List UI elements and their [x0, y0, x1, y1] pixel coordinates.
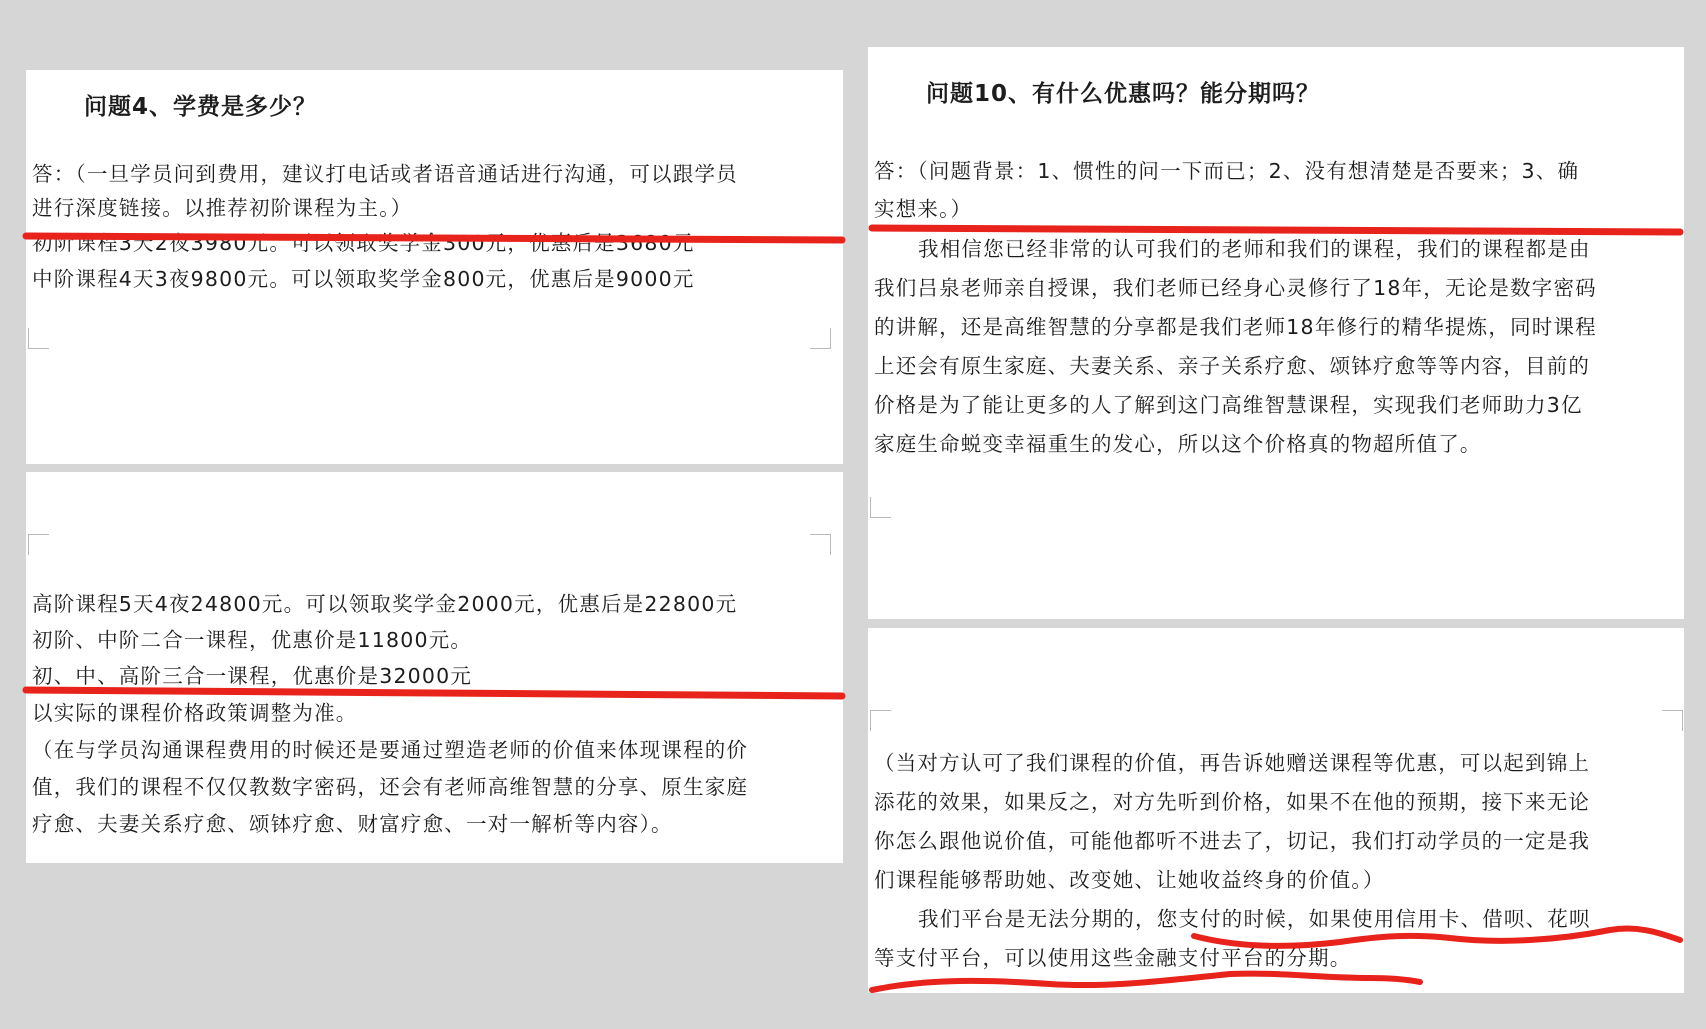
q4-note-line: 值，我们的课程不仅仅教数字密码，还会有老师高维智慧的分享、原生家庭: [32, 775, 749, 799]
q4-title: 问题4、学费是多少？: [84, 94, 318, 120]
page-crop-mark: [28, 328, 49, 349]
q10-tip-line: 你怎么跟他说价值，可能他都听不进去了，切记，我们打动学员的一定是我: [874, 829, 1591, 853]
q4-price-line: 初、中、高阶三合一课程，优惠价是32000元: [32, 664, 473, 688]
page-crop-mark: [810, 328, 831, 349]
q10-title: 问题10、有什么优惠吗？能分期吗？: [926, 81, 1321, 107]
q10-body-line: 家庭生命蜕变幸福重生的发心，所以这个价格真的物超所值了。: [874, 432, 1482, 456]
page-crop-mark: [870, 710, 891, 731]
q10-body-line: 价格是为了能让更多的人了解到这门高维智慧课程，实现我们老师助力3亿: [874, 393, 1583, 417]
document-page-q4-part2: [26, 472, 843, 863]
page-crop-mark: [28, 534, 49, 555]
q10-tip-line: 添花的效果，如果反之，对方先听到价格，如果不在他的预期，接下来无论: [874, 790, 1591, 814]
q10-installment-line: 等支付平台，可以使用这些金融支付平台的分期。: [874, 946, 1352, 970]
q4-answer-line: 答：（一旦学员问到费用，建议打电话或者语音通话进行沟通，可以跟学员: [32, 162, 738, 186]
q10-installment-line: 我们平台是无法分期的，您支付的时候，如果使用信用卡、借呗、花呗: [918, 907, 1591, 931]
q4-price-line: 初阶课程3天2夜3980元。可以领取奖学金300元，优惠后是3680元: [32, 231, 695, 255]
q4-price-line: 中阶课程4天3夜9800元。可以领取奖学金800元，优惠后是9000元: [32, 267, 695, 291]
q10-answer-line: 答：（问题背景：1、惯性的问一下而已；2、没有想清楚是否要来；3、确: [874, 159, 1580, 183]
q10-answer-line: 实想来。）: [874, 197, 973, 221]
q10-body-line: 的讲解，还是高维智慧的分享都是我们老师18年修行的精华提炼，同时课程: [874, 315, 1597, 339]
document-page-q10-part1: [868, 47, 1684, 619]
q10-tip-line: （当对方认可了我们课程的价值，再告诉她赠送课程等优惠，可以起到锦上: [874, 751, 1591, 775]
q4-note-line: （在与学员沟通课程费用的时候还是要通过塑造老师的价值来体现课程的价: [32, 738, 749, 762]
q4-answer-line: 进行深度链接。以推荐初阶课程为主。）: [32, 196, 413, 220]
q4-note-line: 疗愈、夫妻关系疗愈、颂钵疗愈、财富疗愈、一对一解析等内容）。: [32, 812, 673, 836]
q10-body-line: 上还会有原生家庭、夫妻关系、亲子关系疗愈、颂钵疗愈等等内容，目前的: [874, 354, 1591, 378]
q10-body-line: 我们吕泉老师亲自授课，我们老师已经身心灵修行了18年，无论是数字密码: [874, 276, 1597, 300]
q10-body-line: 我相信您已经非常的认可我们的老师和我们的课程，我们的课程都是由: [918, 237, 1591, 261]
q4-price-line: 高阶课程5天4夜24800元。可以领取奖学金2000元，优惠后是22800元: [32, 592, 738, 616]
document-page-q4-part1: [26, 70, 843, 464]
page-crop-mark: [810, 534, 831, 555]
q4-policy-line: 以实际的课程价格政策调整为准。: [32, 701, 358, 725]
page-crop-mark: [1662, 710, 1683, 731]
q10-tip-line: 们课程能够帮助她、改变她、让她收益终身的价值。）: [874, 868, 1385, 892]
q4-price-line: 初阶、中阶二合一课程，优惠价是11800元。: [32, 628, 473, 652]
document-page-q10-part2: [868, 628, 1684, 993]
page-crop-mark: [870, 497, 891, 518]
